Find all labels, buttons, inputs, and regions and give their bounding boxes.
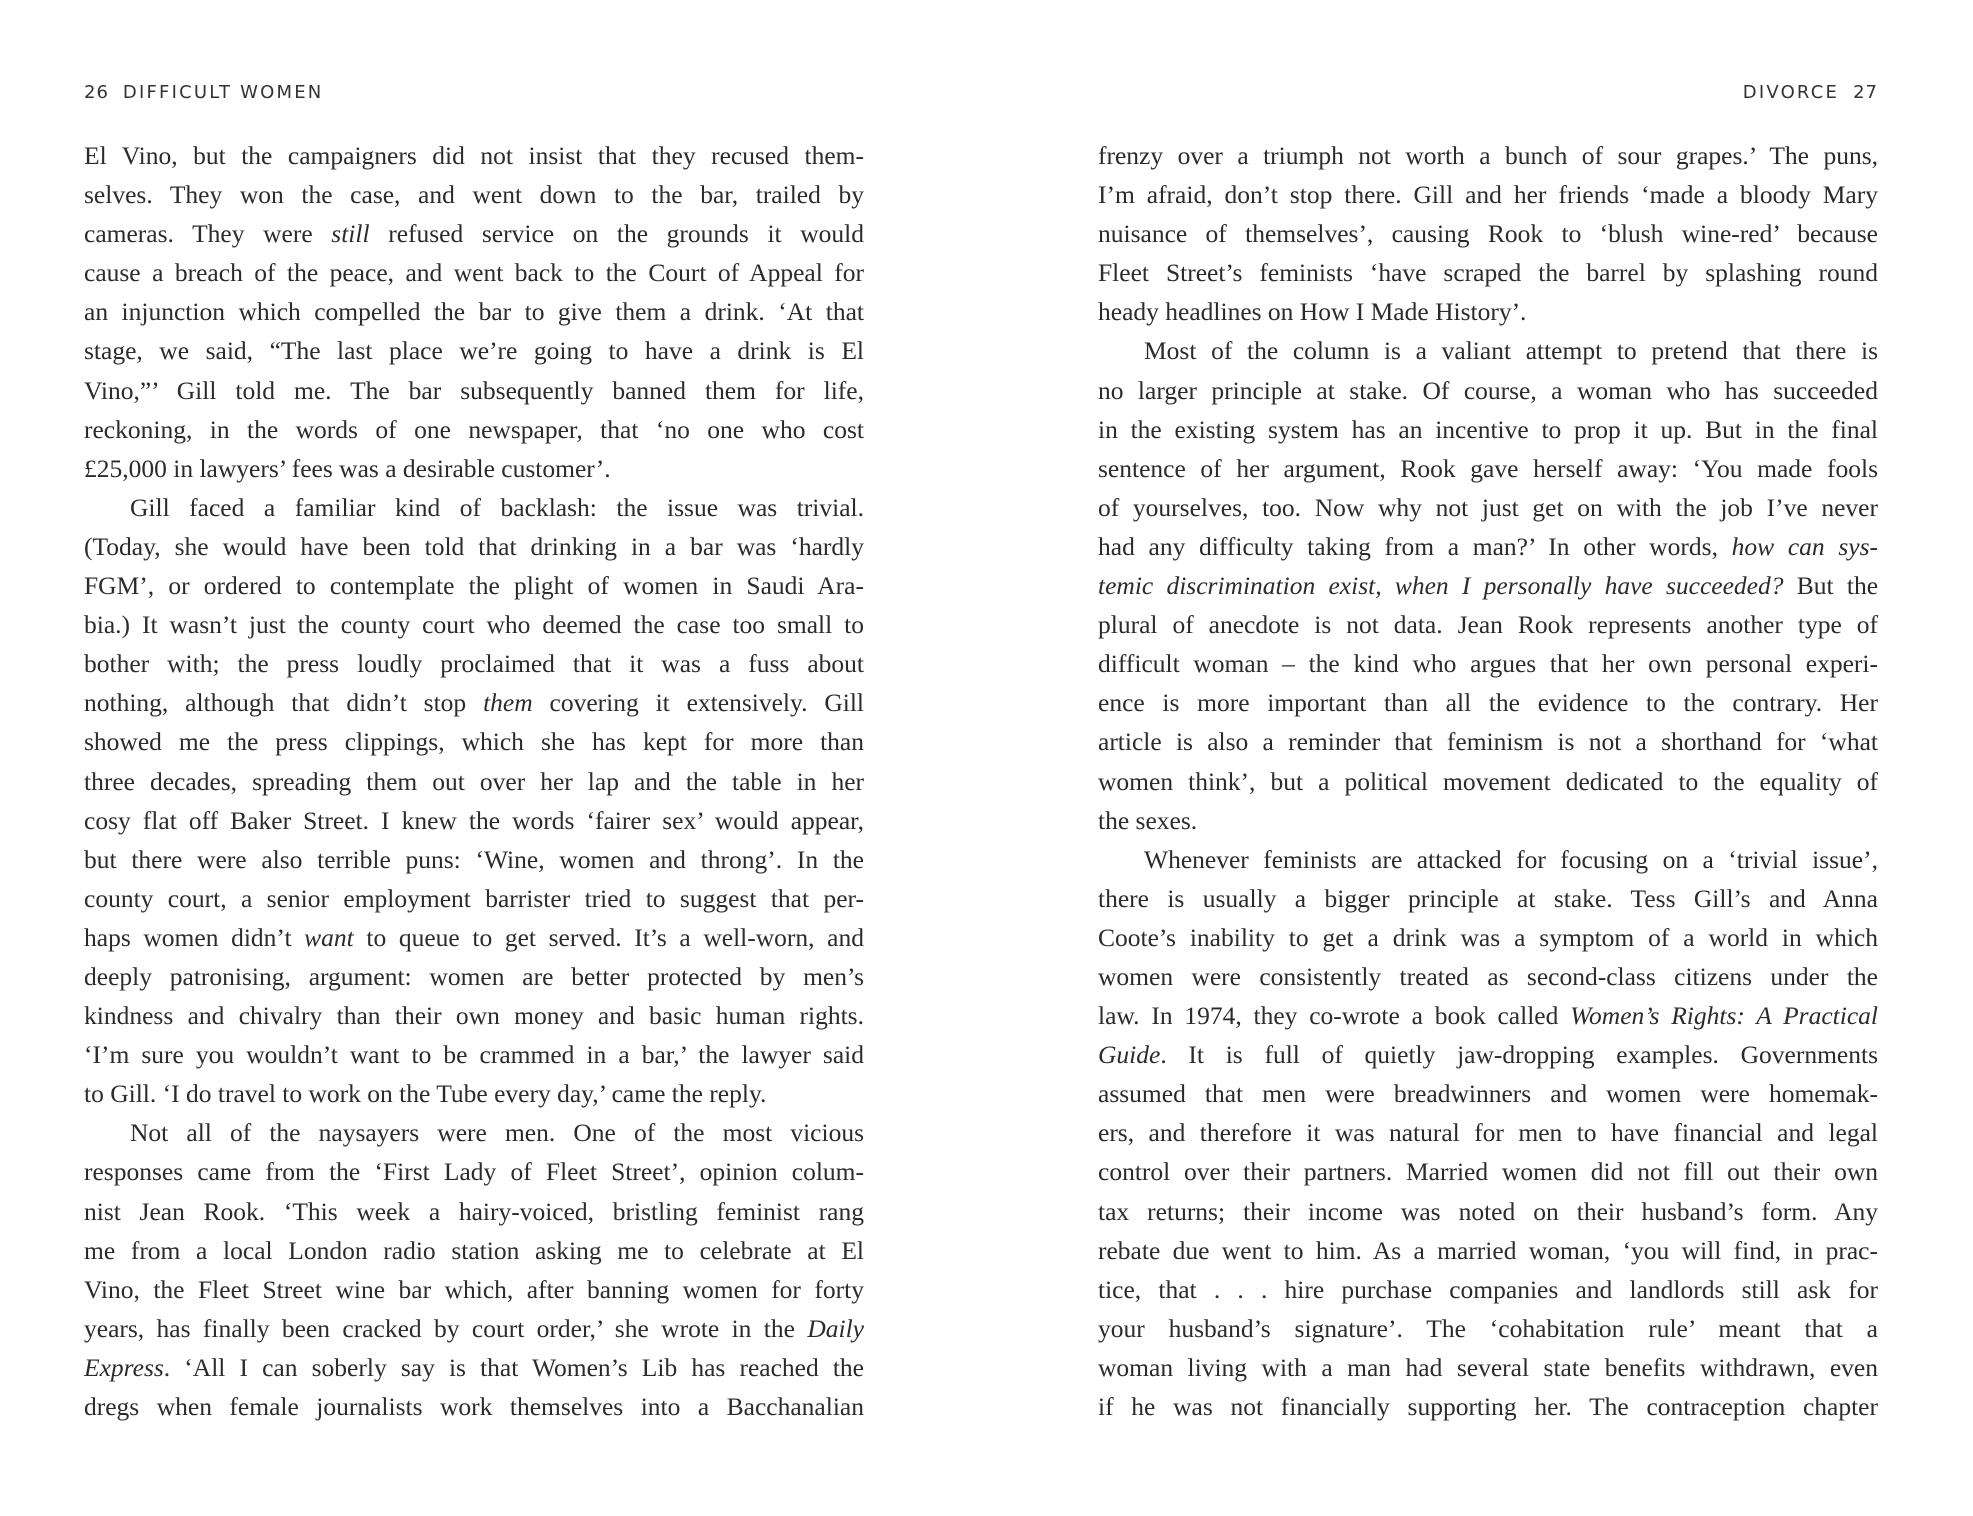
text-line: tax returns; their income was noted on their husband’s form. Any [1098, 1196, 1878, 1226]
text-line: kindness and chivalry than their own money and basic human rights. [84, 1001, 864, 1031]
text-line: I’m afraid, don’t stop there. Gill and her friends ‘made a bloody Mary [1098, 180, 1878, 210]
text-line: Vino,”’ Gill told me. The bar subsequently banned them for life, [84, 375, 864, 405]
text-line: deeply patronising, argument: women are better protected by men’s [84, 961, 864, 991]
text-line: frenzy over a triumph not worth a bunch of sour grapes.’ The puns, [1098, 141, 1878, 170]
text-line: ence is more important than all the evidence to the contrary. Her [1098, 688, 1878, 718]
text-line: nist Jean Rook. ‘This week a hairy-voiced, bristling feminist rang [84, 1196, 864, 1226]
text-line: Whenever feminists are attacked for focusing on a ‘trivial issue’, [1144, 844, 1878, 874]
text-line: difficult woman – the kind who argues that her own personal experi- [1098, 649, 1878, 679]
text-line: county court, a senior employment barrister tried to suggest that per- [84, 883, 864, 913]
text-line: an injunction which compelled the bar to give them a drink. ‘At that [84, 297, 864, 327]
text-line: nuisance of themselves’, causing Rook to ‘blush wine-red’ because [1098, 219, 1878, 249]
left-page-number: 26 [84, 82, 109, 103]
text-line: years, has finally been cracked by court order,’ she wrote in the Daily [84, 1313, 864, 1343]
right-running-title: DIVORCE [1742, 82, 1840, 103]
text-line: bia.) It wasn’t just the county court who deemed the case too small to [84, 610, 864, 640]
text-line: Gill faced a familiar kind of backlash: the issue was trivial. [130, 492, 864, 522]
text-line: Coote’s inability to get a drink was a symptom of a world in which [1098, 922, 1878, 952]
right-body-text [1098, 136, 1878, 1426]
text-line: of yourselves, too. Now why not just get on with the job I’ve never [1098, 492, 1878, 522]
text-line: nothing, although that didn’t stop them covering it extensively. Gill [84, 688, 865, 718]
text-line: Express. ‘All I can soberly say is that Women’s Lib has reached the [84, 1352, 864, 1382]
text-line: woman living with a man had several state benefits withdrawn, even [1098, 1352, 1878, 1382]
text-line: responses came from the ‘First Lady of Fleet Street’, opinion colum- [84, 1157, 864, 1187]
text-line: Fleet Street’s feminists ‘have scraped the barrel by splashing round [1098, 258, 1878, 288]
text-line: (Today, she would have been told that drinking in a bar was ‘hardly [84, 531, 864, 561]
text-line: cameras. They were still refused service on the grounds it would [84, 219, 864, 249]
text-line: Vino, the Fleet Street wine bar which, after banning women for forty [84, 1274, 864, 1304]
right-page-number: 27 [1853, 82, 1878, 103]
text-line: Not all of the naysayers were men. One of the most vicious [130, 1118, 864, 1148]
text-line: Most of the column is a valiant attempt to pretend that there is [1144, 336, 1878, 366]
text-line: El Vino, but the campaigners did not insist that they recused them- [84, 141, 864, 170]
text-line: tice, that . . . hire purchase companies and landlords still ask for [1098, 1274, 1878, 1304]
text-line: plural of anecdote is not data. Jean Rook represents another type of [1098, 610, 1878, 640]
text-line: me from a local London radio station asking me to celebrate at El [84, 1235, 864, 1265]
text-line: cause a breach of the peace, and went back to the Court of Appeal for [84, 258, 864, 288]
text-line: women think’, but a political movement dedicated to the equality of [1098, 766, 1878, 796]
text-line: stage, we said, “The last place we’re going to have a drink is El [84, 336, 864, 366]
text-line: women were consistently treated as second-class citizens under the [1098, 961, 1878, 991]
text-line: assumed that men were breadwinners and women were homemak- [1098, 1079, 1878, 1109]
left-running-head [84, 82, 323, 103]
text-line: bother with; the press loudly proclaimed that it was a fuss about [84, 649, 864, 679]
text-line: no larger principle at stake. Of course, a woman who has succeeded [1098, 375, 1878, 405]
text-line: showed me the press clippings, which she has kept for more than [84, 727, 864, 757]
right-running-head [1743, 82, 1878, 103]
text-line: Guide. It is full of quietly jaw-dropping examples. Governments [1098, 1040, 1878, 1070]
text-line: £25,000 in lawyers’ fees was a desirable customer’. [84, 453, 611, 483]
text-line: article is also a reminder that feminism is not a shorthand for ‘what [1098, 727, 1878, 757]
text-line: FGM’, or ordered to contemplate the plight of women in Saudi Ara- [84, 571, 864, 601]
text-line: selves. They won the case, and went down to the bar, trailed by [84, 180, 864, 210]
text-line: law. In 1974, they co-wrote a book called Women’s Rights: A Practical [1098, 1001, 1878, 1031]
text-line: the sexes. [1098, 805, 1198, 835]
text-line: rebate due went to him. As a married woman, ‘you will find, in prac- [1098, 1235, 1878, 1265]
text-line: ers, and therefore it was natural for men to have financial and legal [1098, 1118, 1878, 1148]
text-line: dregs when female journalists work themselves into a Bacchanalian [84, 1392, 864, 1421]
text-line: in the existing system has an incentive to prop it up. But in the final [1098, 414, 1878, 444]
text-line: reckoning, in the words of one newspaper, that ‘no one who cost [84, 414, 864, 444]
text-line: ‘I’m sure you wouldn’t want to be crammed in a bar,’ the lawyer said [84, 1040, 864, 1070]
text-line: if he was not financially supporting her. The contraception chapter [1098, 1392, 1878, 1421]
text-line: cosy flat off Baker Street. I knew the words ‘fairer sex’ would appear, [84, 805, 864, 835]
text-line: sentence of her argument, Rook gave herself away: ‘You made fools [1098, 453, 1878, 483]
text-line: heady headlines on How I Made History’. [1098, 297, 1527, 327]
text-line: to Gill. ‘I do travel to work on the Tube every day,’ came the reply. [84, 1079, 767, 1109]
text-line: temic discrimination exist, when I personally have succeeded? But the [1098, 571, 1879, 601]
text-line: control over their partners. Married women did not fill out their own [1098, 1157, 1878, 1187]
text-line: three decades, spreading them out over her lap and the table in her [84, 766, 864, 796]
text-line: had any difficulty taking from a man?’ In other words, how can sys- [1098, 531, 1878, 561]
left-running-title: DIFFICULT WOMEN [122, 82, 324, 103]
left-body-text [84, 136, 864, 1426]
text-line: haps women didn’t want to queue to get served. It’s a well-worn, and [84, 922, 864, 952]
text-line: there is usually a bigger principle at stake. Tess Gill’s and Anna [1098, 883, 1878, 913]
text-line: but there were also terrible puns: ‘Wine, women and throng’. In the [84, 844, 864, 874]
text-line: your husband’s signature’. The ‘cohabitation rule’ meant that a [1098, 1313, 1878, 1343]
